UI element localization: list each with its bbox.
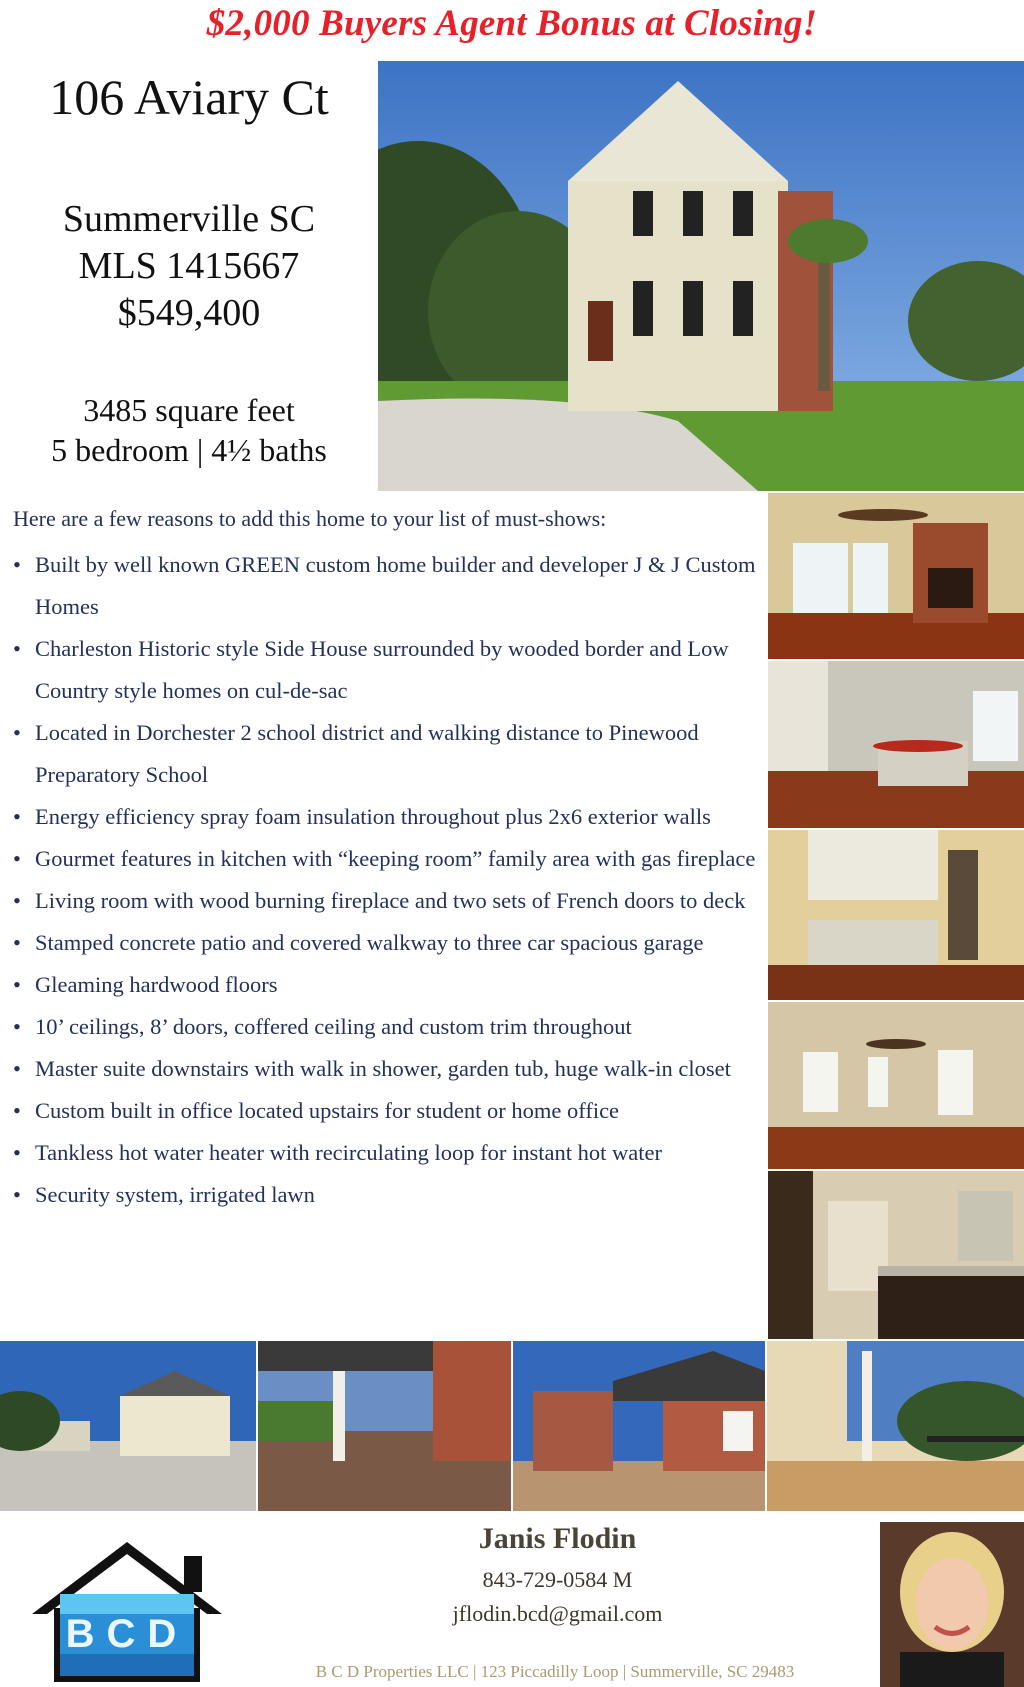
feature-item — [0, 964, 760, 1006]
living-room-photo — [768, 493, 1024, 659]
feature-text: Living room with wood burning fireplace and two sets of French doors to deck — [35, 888, 746, 913]
feature-text: Master suite downstairs with walk in shower, garden tub, huge walk-in closet — [35, 1056, 731, 1081]
feature-item — [0, 1048, 760, 1090]
features-list — [0, 544, 760, 1216]
beds-baths: 5 bedroom | 4½ baths — [51, 432, 327, 468]
feature-item — [0, 1006, 760, 1048]
bullet-icon: • — [13, 1182, 21, 1207]
feature-text: Located in Dorchester 2 school district and walking distance to Pinewood Preparatory School — [35, 720, 699, 787]
bullet-icon: • — [13, 1140, 21, 1165]
logo-text: BCD — [65, 1612, 189, 1656]
feature-item — [0, 544, 760, 628]
bullet-icon: • — [13, 1014, 21, 1039]
company-footer: B C D Properties LLC | 123 Piccadilly Loop | Summerville, SC 29483 — [315, 1662, 795, 1681]
kitchen-photo — [768, 661, 1024, 828]
bullet-icon: • — [13, 804, 21, 829]
feature-text: Charleston Historic style Side House surrounded by wooded border and Low Country style homes on cul-de-sac — [35, 636, 729, 703]
agent-photo — [880, 1522, 1024, 1687]
bonus-banner: $2,000 Buyers Agent Bonus at Closing! — [206, 3, 818, 44]
bullet-icon: • — [13, 888, 21, 913]
square-feet: 3485 square feet — [83, 392, 295, 428]
property-size — [0, 390, 378, 470]
exterior-side-photo — [0, 1341, 256, 1511]
bullet-icon: • — [13, 846, 21, 871]
covered-patio-photo — [258, 1341, 511, 1511]
mls-number: MLS 1415667 — [78, 245, 300, 287]
bullet-icon: • — [13, 972, 21, 997]
property-price: $549,400 — [117, 292, 261, 334]
agent-email[interactable]: jflodin.bcd@gmail.com — [452, 1601, 663, 1626]
feature-text: Tankless hot water heater with recirculating loop for instant hot water — [35, 1140, 662, 1165]
feature-text: Gleaming hardwood floors — [35, 972, 278, 997]
bullet-icon: • — [13, 552, 21, 577]
feature-text: Stamped concrete patio and covered walkway to three car spacious garage — [35, 930, 704, 955]
listing-summary — [0, 196, 378, 337]
feature-text: Gourmet features in kitchen with “keeping room” family area with gas fireplace — [35, 846, 756, 871]
bcd-logo — [22, 1536, 232, 1682]
bullet-icon: • — [13, 720, 21, 745]
feature-item — [0, 712, 760, 796]
porch-photo — [767, 1341, 1024, 1511]
property-address: 106 Aviary Ct — [49, 69, 329, 125]
feature-item — [0, 838, 760, 880]
features-intro: Here are a few reasons to add this home to your list of must-shows: — [13, 506, 607, 531]
bullet-icon: • — [13, 930, 21, 955]
feature-text: 10’ ceilings, 8’ doors, coffered ceiling and custom trim throughout — [35, 1014, 632, 1039]
feature-text: Energy efficiency spray foam insulation throughout plus 2x6 exterior walls — [35, 804, 711, 829]
property-city: Summerville SC — [62, 198, 316, 240]
kitchen-cabinets-photo — [768, 830, 1024, 1000]
rear-deck-photo — [513, 1341, 765, 1511]
bedroom-photo — [768, 1002, 1024, 1169]
feature-item — [0, 1132, 760, 1174]
agent-phone[interactable]: 843-729-0584 M — [482, 1567, 633, 1592]
bullet-icon: • — [13, 1056, 21, 1081]
feature-item — [0, 796, 760, 838]
bullet-icon: • — [13, 1098, 21, 1123]
feature-text: Custom built in office located upstairs for student or home office — [35, 1098, 620, 1123]
feature-text: Security system, irrigated lawn — [35, 1182, 315, 1207]
main-house-photo — [378, 61, 1024, 491]
feature-item — [0, 1090, 760, 1132]
bullet-icon: • — [13, 636, 21, 661]
feature-text: Built by well known GREEN custom home builder and developer J & J Custom Homes — [35, 552, 756, 619]
feature-item — [0, 922, 760, 964]
agent-name: Janis Flodin — [478, 1522, 637, 1555]
feature-item — [0, 880, 760, 922]
feature-item — [0, 628, 760, 712]
bathroom-photo — [768, 1171, 1024, 1339]
feature-item — [0, 1174, 760, 1216]
